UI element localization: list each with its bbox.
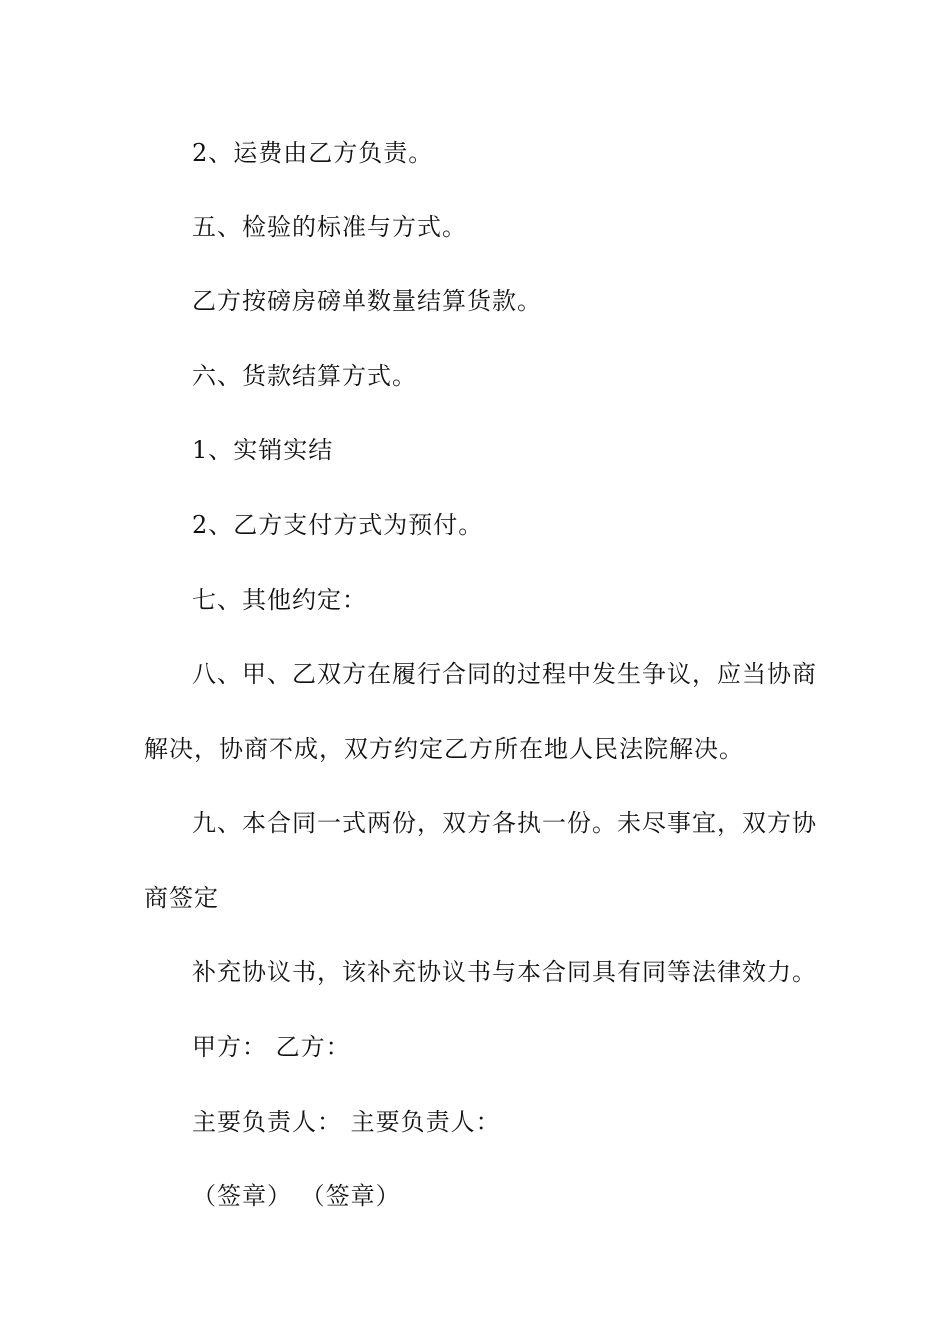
clause-freight: 2、运费由乙方负责。 [192,139,434,167]
heading-payment: 六、货款结算方式。 [192,362,417,390]
clause-settlement-basis: 乙方按磅房磅单数量结算货款。 [192,287,542,315]
heading-other: 七、其他约定： [192,586,367,614]
clause-copies-line-2: 商签定 [144,884,219,912]
clause-supplement: 补充协议书，该补充协议书与本合同具有同等法律效力。 [192,958,817,986]
clause-dispute-line-1: 八、甲、乙双方在履行合同的过程中发生争议，应当协商 [192,660,817,688]
clause-payment-1: 1、实销实结 [192,436,334,464]
clause-copies-line-1: 九、本合同一式两份，双方各执一份。未尽事宜，双方协 [192,809,817,837]
signature-labels: （签章） （签章） [192,1182,401,1210]
party-labels: 甲方： 乙方： [192,1033,351,1061]
responsible-person-labels: 主要负责人： 主要负责人： [192,1108,501,1136]
heading-inspection: 五、检验的标准与方式。 [192,213,467,241]
clause-dispute-line-2: 解决，协商不成，双方约定乙方所在地人民法院解决。 [144,735,744,763]
clause-payment-2: 2、乙方支付方式为预付。 [192,511,484,539]
